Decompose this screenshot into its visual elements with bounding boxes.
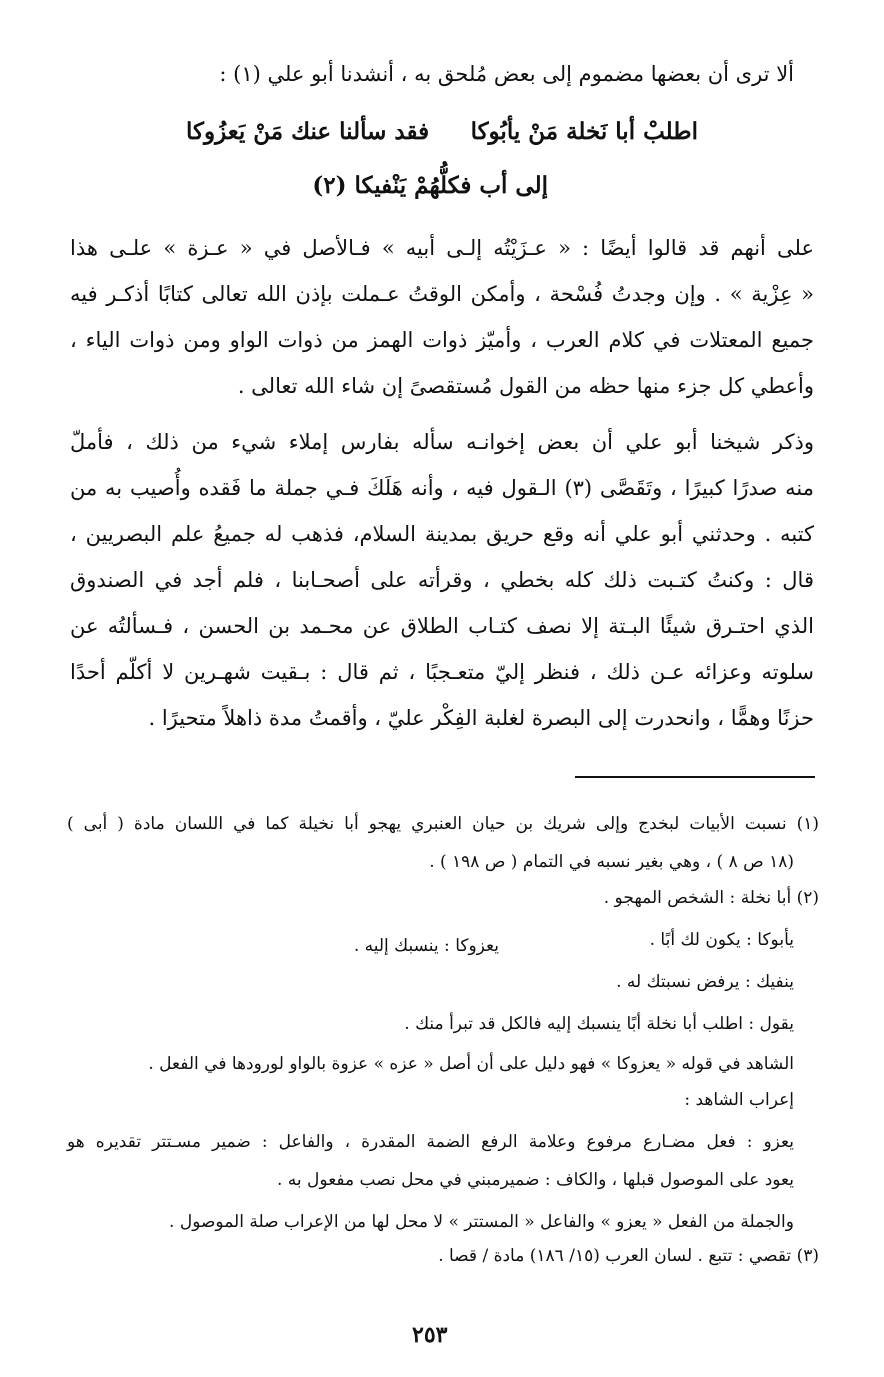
footnote-1-line-2: (١٨ ص ٨ ) ، وهي بغير نسبه في التمام ( ص ١٩٨ ) .	[429, 852, 794, 872]
intro-line: ألا ترى أن بعضها مضموم إلى بعض مُلحق به ، أنشدنا أبو علي (١) :	[219, 62, 794, 86]
footnote-2-irab-line-3: والجملة من الفعل « يعزو » والفاعل « المستتر » لا محل لها من الإعراب صلة الموصول .	[169, 1212, 794, 1232]
paragraph2-line: كتبه . وحدثني أبو علي أنه وقع حريق بمدينة السلام، فذهب له جميعُ علم البصريين ،	[70, 522, 814, 546]
footnote-2-shahid: الشاهد في قوله « يعزوكا » فهو دليل على أن أصل « عزه » عزوة بالواو لورودها في الفعل .	[148, 1054, 794, 1074]
verse-line-2: إلى أب فكلُّهُمْ يَنْفيكا (٢)	[312, 172, 548, 199]
paragraph1-line: جميع المعتلات في كلام العرب ، وأميّز ذوات الهمز من ذوات الواو ومن ذوات الياء ،	[70, 328, 814, 352]
footnote-2-gloss-yazuka: يعزوكا : ينسبك إليه .	[353, 936, 499, 956]
footnote-2-irab-line-1: يعزو : فعل مضـارع مرفوع وعلامة الرفع الضمة المقدرة ، والفاعل : ضمير مسـتتر تقديره هو	[67, 1132, 794, 1152]
footnote-2-irab-line-2: يعود على الموصول قبلها ، والكاف : ضميرمبني في محل نصب مفعول به .	[277, 1170, 794, 1190]
page-number: ٢٥٣	[412, 1322, 448, 1348]
paragraph2-line: الذي احتـرق شيئًا البـتة إلا نصف كتـاب الطلاق عن محـمد بن الحسن ، فـسألتُه عن	[70, 614, 814, 638]
paragraph2-line: قال : وكنتُ كتـبت ذلك كله بخطي ، وقرأته على أصحـابنا ، فلم أجد في الصندوق	[70, 568, 814, 592]
paragraph2-line: سلوته وعزائه عـن ذلك ، فنظر إليّ متعـجبًا ، ثم قال : بـقيت شهـرين لا أكلّم أحدًا	[70, 660, 814, 684]
paragraph2-line: وذكر شيخنا أبو علي أن بعض إخوانـه سأله بفارس إملاء شيء من ذلك ، فأملّ	[70, 430, 814, 454]
paragraph2-line: منه صدرًا كبيرًا ، وتَقَصَّى (٣) الـقول فيه ، وأنه هَلَكَ فـي جملة ما فَقده وأُصيب به من	[70, 476, 815, 500]
paragraph2-line: حزنًا وهمًّا ، وانحدرت إلى البصرة لغلبة الفِكْر عليّ ، وأقمتُ مدة ذاهلاً متحيرًا .	[148, 706, 814, 730]
footnote-2-heading: (٢) أبا نخلة : الشخص المهجو .	[603, 888, 819, 908]
verse-hemistich-2: فقد سألنا عنك مَنْ يَعزُوكا	[186, 118, 430, 145]
paragraph1-line: على أنهم قد قالوا أيضًا : « عـزَيْتُه إلـى أبيه » فـالأصل في « عـزة » علـى هذا	[70, 236, 814, 260]
verse-hemistich-1: اطلبْ أبا نَخلة مَنْ يأبُوكا	[470, 118, 698, 145]
footnote-2-meaning: يقول : اطلب أبا نخلة أبًا ينسبك إليه فالكل قد تبرأ منك .	[404, 1014, 794, 1034]
footnote-3: (٣) تقصي : تتبع . لسان العرب (١٥/ ١٨٦) مادة / قصا .	[438, 1246, 819, 1266]
footnote-separator	[575, 776, 815, 778]
footnote-1-line-1: (١) نسبت الأبيات لبخدج وإلى شريك بن حيان العنبري يهجو أبا نخيلة كما في اللسان مادة ( أبى )	[67, 814, 819, 834]
paragraph1-line: « عِزْية » . وإن وجدتُ فُسْحة ، وأمكن الوقتُ عـملت بإذن الله تعالى كتابًا أذكـر فيه	[70, 282, 814, 306]
footnote-2-gloss-yanfika: ينفيك : يرفض نسبتك له .	[616, 972, 794, 992]
footnote-2-irab-heading: إعراب الشاهد :	[684, 1090, 794, 1110]
footnote-2-gloss-yabuka: يأبوكا : يكون لك أبًا .	[649, 930, 794, 950]
paragraph1-line: وأعطي كل جزء منها حظه من القول مُستقصىً إن شاء الله تعالى .	[237, 374, 814, 398]
